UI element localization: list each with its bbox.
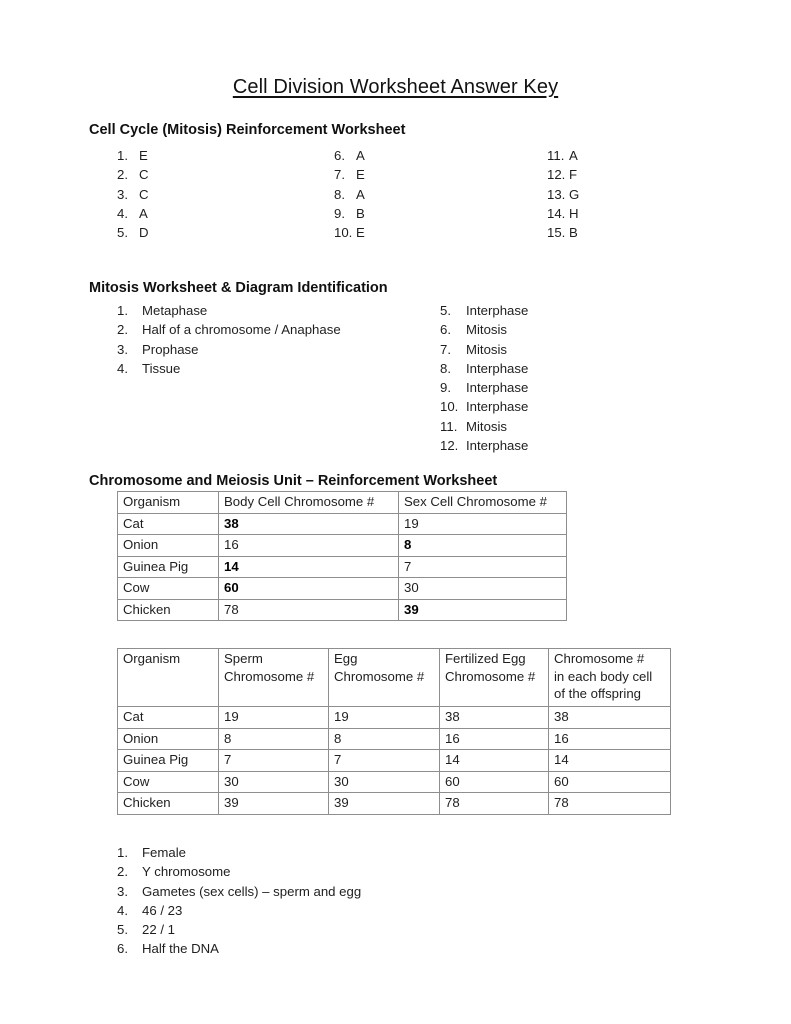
list-item-text: Mitosis — [466, 322, 508, 338]
offspring-chromosome-table — [117, 648, 671, 815]
list-item — [440, 320, 528, 339]
list-item-number: 8. — [334, 186, 345, 202]
list-item — [117, 223, 149, 242]
chromosome-count-table — [117, 491, 567, 621]
list-item-text: Mitosis — [466, 341, 508, 357]
column-header-egg: Egg Chromosome # — [329, 649, 440, 707]
cell-offspring: 16 — [549, 728, 671, 750]
cell-egg: 39 — [329, 793, 440, 815]
list-item-text: C — [139, 167, 149, 183]
cell-sex-chromosome: 39 — [399, 599, 567, 621]
cell-fertilized: 60 — [440, 771, 549, 793]
cell-body-chromosome: 14 — [219, 556, 399, 578]
list-item-number: 2. — [117, 322, 128, 338]
list-item-number: 1. — [117, 148, 128, 163]
cell-sex-chromosome: 7 — [399, 556, 567, 578]
list-item — [440, 378, 528, 397]
cell-body-chromosome: 60 — [219, 578, 399, 600]
column-header-sex-cell: Sex Cell Chromosome # — [399, 492, 567, 514]
list-item — [440, 436, 528, 455]
cell-egg: 30 — [329, 771, 440, 793]
list-item-number: 6. — [117, 941, 128, 957]
list-item-text: Tissue — [142, 360, 181, 376]
list-item — [334, 165, 365, 184]
cell-body-chromosome: 78 — [219, 599, 399, 621]
list-item — [334, 223, 365, 242]
column-header-offspring-body-cell: Chromosome # in each body cell of the offspring — [549, 649, 671, 707]
list-item-number: 2. — [117, 864, 128, 880]
table-row — [118, 707, 671, 729]
mitosis-list-column-1 — [117, 301, 341, 378]
table-row — [118, 750, 671, 772]
list-item — [117, 843, 361, 862]
page-title — [0, 76, 791, 99]
table-row — [118, 771, 671, 793]
list-item — [440, 397, 528, 416]
list-item-number: 6. — [334, 148, 345, 163]
column-header-body-cell: Body Cell Chromosome # — [219, 492, 399, 514]
list-item — [117, 320, 341, 339]
list-item-text: C — [139, 186, 149, 202]
list-item — [117, 882, 361, 901]
cell-fertilized: 78 — [440, 793, 549, 815]
cell-organism: Chicken — [118, 599, 219, 621]
list-item-text: Interphase — [466, 303, 529, 318]
list-item-number: 4. — [117, 902, 128, 918]
list-item-text: Interphase — [466, 360, 529, 376]
table-row — [118, 513, 567, 535]
answer-list-column-2 — [334, 146, 365, 242]
cell-organism: Cat — [118, 707, 219, 729]
list-item — [440, 301, 528, 320]
list-item — [547, 223, 579, 242]
list-item-number: 11. — [440, 418, 458, 434]
list-item — [334, 185, 365, 204]
list-item — [547, 185, 579, 204]
list-item-text: B — [356, 205, 365, 221]
list-item-number: 5. — [440, 303, 451, 318]
cell-sperm: 8 — [219, 728, 329, 750]
column-header-sperm: Sperm Chromosome # — [219, 649, 329, 707]
cell-organism: Guinea Pig — [118, 556, 219, 578]
list-item-number: 7. — [440, 341, 451, 357]
table-row — [118, 535, 567, 557]
table-row — [118, 556, 567, 578]
list-item-text: A — [569, 148, 578, 163]
cell-sperm: 19 — [219, 707, 329, 729]
table-row — [118, 599, 567, 621]
list-item-text: A — [356, 148, 365, 163]
list-item-number: 6. — [440, 322, 451, 338]
cell-sex-chromosome: 8 — [399, 535, 567, 557]
cell-body-chromosome: 38 — [219, 513, 399, 535]
list-item-number: 3. — [117, 186, 128, 202]
list-item-text: E — [356, 167, 365, 183]
list-item-text: A — [356, 186, 365, 202]
list-item-text: G — [569, 186, 580, 202]
cell-organism: Cow — [118, 771, 219, 793]
cell-offspring: 60 — [549, 771, 671, 793]
list-item-text: Female — [142, 845, 186, 860]
list-item-text: Metaphase — [142, 303, 208, 318]
list-item — [440, 340, 528, 359]
list-item — [117, 204, 149, 223]
cell-body-chromosome: 16 — [219, 535, 399, 557]
list-item-text: Interphase — [466, 438, 529, 454]
list-item-number: 1. — [117, 303, 128, 318]
list-item-number: 4. — [117, 205, 128, 221]
list-item-number: 13. — [547, 186, 566, 202]
list-item-text: Half of a chromosome / Anaphase — [142, 322, 341, 338]
list-item — [334, 146, 365, 165]
table-row — [118, 728, 671, 750]
list-item-text: Interphase — [466, 399, 529, 415]
final-answer-list — [117, 843, 361, 959]
table-row — [118, 578, 567, 600]
list-item — [117, 301, 341, 320]
list-item-number: 8. — [440, 360, 451, 376]
cell-sperm: 7 — [219, 750, 329, 772]
list-item-number: 10. — [334, 225, 353, 241]
list-item-number: 7. — [334, 167, 345, 183]
cell-fertilized: 16 — [440, 728, 549, 750]
list-item-number: 5. — [117, 225, 128, 241]
cell-organism: Guinea Pig — [118, 750, 219, 772]
list-item — [547, 146, 579, 165]
section-heading-meiosis: Chromosome and Meiosis Unit – Reinforcement Worksheet — [89, 473, 498, 489]
mitosis-list-column-2 — [440, 301, 528, 455]
list-item-number: 15. — [547, 225, 566, 241]
page-title-text: Cell Division Worksheet Answer Key — [232, 76, 559, 98]
list-item — [117, 165, 149, 184]
list-item-text: F — [569, 167, 578, 183]
cell-offspring: 38 — [549, 707, 671, 729]
list-item — [547, 165, 579, 184]
cell-fertilized: 14 — [440, 750, 549, 772]
table-row — [118, 793, 671, 815]
table-header-row — [118, 492, 567, 514]
list-item-number: 12. — [547, 167, 566, 183]
list-item — [117, 901, 361, 920]
list-item-text: Gametes (sex cells) – sperm and egg — [142, 883, 362, 899]
list-item — [117, 185, 149, 204]
list-item-text: A — [139, 205, 148, 221]
list-item-text: Y chromosome — [142, 864, 231, 880]
cell-offspring: 14 — [549, 750, 671, 772]
section-heading-mitosis: Mitosis Worksheet & Diagram Identification — [89, 280, 388, 296]
cell-organism: Onion — [118, 535, 219, 557]
list-item-text: Prophase — [142, 341, 199, 357]
list-item-text: H — [569, 205, 579, 221]
cell-sperm: 39 — [219, 793, 329, 815]
cell-sex-chromosome: 30 — [399, 578, 567, 600]
list-item-text: E — [356, 225, 365, 241]
answer-list-column-3 — [547, 146, 579, 242]
cell-sperm: 30 — [219, 771, 329, 793]
table-header-row — [118, 649, 671, 707]
list-item-number: 1. — [117, 845, 128, 860]
list-item-number: 9. — [440, 380, 451, 396]
list-item — [334, 204, 365, 223]
list-item — [547, 204, 579, 223]
cell-offspring: 78 — [549, 793, 671, 815]
cell-fertilized: 38 — [440, 707, 549, 729]
column-header-organism: Organism — [118, 649, 219, 707]
cell-organism: Onion — [118, 728, 219, 750]
list-item-text: B — [569, 225, 578, 241]
list-item-text: Mitosis — [466, 418, 508, 434]
list-item-number: 10. — [440, 399, 459, 415]
list-item-number: 3. — [117, 883, 128, 899]
list-item — [117, 146, 149, 165]
answer-list-column-1 — [117, 146, 149, 242]
list-item — [117, 920, 361, 939]
column-header-organism: Organism — [118, 492, 219, 514]
cell-organism: Chicken — [118, 793, 219, 815]
cell-egg: 8 — [329, 728, 440, 750]
list-item-number: 3. — [117, 341, 128, 357]
list-item-text: Interphase — [466, 380, 529, 396]
list-item-number: 2. — [117, 167, 128, 183]
cell-organism: Cow — [118, 578, 219, 600]
cell-sex-chromosome: 19 — [399, 513, 567, 535]
list-item — [117, 340, 341, 359]
list-item-text: 46 / 23 — [142, 902, 183, 918]
list-item-number: 5. — [117, 922, 128, 938]
cell-egg: 19 — [329, 707, 440, 729]
list-item — [440, 417, 528, 436]
column-header-fertilized-egg: Fertilized Egg Chromosome # — [440, 649, 549, 707]
list-item-number: 12. — [440, 438, 459, 454]
list-item-text: 22 / 1 — [142, 922, 175, 938]
list-item — [440, 359, 528, 378]
list-item — [117, 862, 361, 881]
list-item-text: Half the DNA — [142, 941, 219, 957]
list-item-number: 14. — [547, 205, 566, 221]
section-heading-cell-cycle: Cell Cycle (Mitosis) Reinforcement Worksheet — [89, 122, 406, 138]
list-item-number: 9. — [334, 205, 345, 221]
cell-egg: 7 — [329, 750, 440, 772]
list-item-number: 4. — [117, 360, 128, 376]
list-item — [117, 359, 341, 378]
cell-organism: Cat — [118, 513, 219, 535]
list-item-text: E — [139, 148, 148, 163]
list-item — [117, 939, 361, 958]
list-item-text: D — [139, 225, 149, 241]
list-item-number: 11. — [547, 148, 565, 163]
